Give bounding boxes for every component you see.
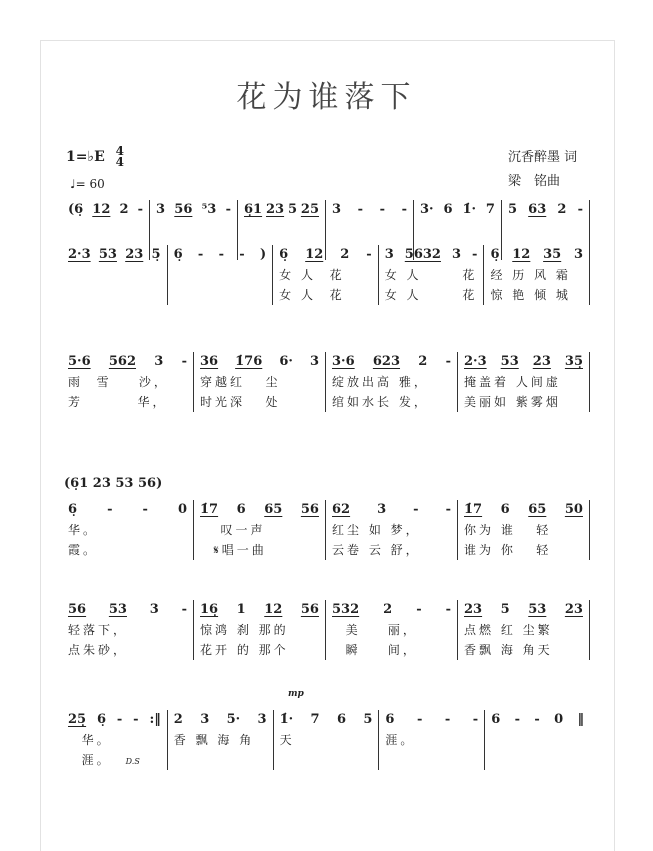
score-system (62, 352, 590, 412)
dynamic-marking: mp (288, 689, 304, 699)
measure-notes (174, 710, 267, 730)
lyric-line-2: 女 人 花 (384, 288, 478, 302)
note: - (239, 247, 245, 262)
credits (508, 146, 577, 194)
note: - (133, 712, 139, 727)
measure-notes (464, 600, 583, 620)
note: 25̣ (68, 712, 87, 727)
note: 6 (500, 502, 510, 517)
note: - (472, 712, 479, 727)
measure (194, 500, 326, 560)
note: 12 (264, 602, 283, 617)
note: 6 (236, 502, 246, 517)
measure-notes (200, 600, 319, 620)
measure-notes (68, 710, 161, 730)
note: 23 (464, 602, 483, 617)
note: 3 (309, 354, 319, 369)
lyric-line-1: 轻落下， (68, 623, 129, 637)
note: 3 (154, 354, 164, 369)
note: 6̣ (96, 712, 107, 727)
measure-notes (174, 245, 267, 265)
note: 6· (279, 354, 293, 369)
measure-notes (244, 200, 319, 220)
measure-notes (332, 200, 407, 220)
note: - (445, 502, 451, 517)
note: ) (259, 247, 267, 262)
note: 6 (491, 712, 501, 727)
measure-notes (280, 710, 373, 730)
interlude-notes: (6̣1 23 53 56) (64, 476, 163, 491)
note: 2 (173, 712, 183, 727)
note: 2 (418, 354, 428, 369)
lyric-line-1: 女 人 花 (384, 268, 478, 282)
measure (485, 710, 590, 770)
note: 35 (543, 247, 562, 262)
key-signature (66, 146, 124, 168)
note: 3 (200, 712, 210, 727)
lyric-line-1: 雨 雪 沙， (68, 375, 169, 389)
note: ⁵3 (201, 202, 217, 217)
measure (194, 600, 326, 660)
note: 1̇7 (200, 502, 219, 517)
measure (458, 352, 590, 412)
lyric-line-2: 谁为 你 轻 (464, 543, 552, 557)
measure (62, 710, 168, 770)
lyric-line-2: 涯。 D.S (68, 753, 140, 767)
note: (6̣ (68, 202, 84, 217)
note: 2·3 (68, 247, 91, 262)
note: 6̣ (68, 502, 78, 517)
note: - (197, 247, 204, 262)
measure-notes (385, 245, 478, 265)
note: 53 (528, 602, 547, 617)
note: 1̇· (279, 712, 294, 727)
note: 5 (508, 202, 518, 217)
note: 1 (236, 602, 246, 617)
measure (326, 500, 458, 560)
note: 3 (573, 247, 584, 262)
note: 23 (265, 202, 285, 217)
measure (379, 710, 485, 770)
note: - (445, 354, 451, 369)
measure-notes (200, 500, 319, 520)
lyric-line-1: 红尘 如 梦， (332, 523, 421, 537)
note: 3 (332, 202, 342, 217)
lyric-line-2: 云卷 云 舒， (332, 543, 421, 557)
lyric-line-2 (280, 750, 373, 770)
measure-notes (420, 200, 495, 220)
note: 6̣ (279, 247, 289, 262)
lyric-line-2: 美丽如 紫雾烟 (464, 395, 561, 409)
note: 0 (554, 712, 564, 727)
lyric-line-1 (244, 220, 319, 240)
lyricist: 沉香醉墨 词 (508, 150, 578, 165)
lyric-line-2: 点朱砂， (68, 643, 129, 657)
lyric-line-2: 芳 华， (68, 395, 168, 409)
note: 56 (174, 202, 193, 217)
note: 16̣ (200, 602, 219, 617)
lyric-line-1: 香 飘 海 角 (173, 733, 255, 747)
measure-notes (200, 352, 319, 372)
score-system (62, 245, 590, 305)
note: 7 (310, 712, 320, 727)
note: 3· (420, 202, 434, 217)
note: 23 (532, 354, 551, 369)
note: 3·6 (332, 354, 355, 369)
note: 3 (377, 502, 387, 517)
note: - (225, 202, 231, 217)
measure-notes (68, 500, 187, 520)
note: 5632 (404, 247, 441, 262)
lyric-line-2 (68, 285, 161, 305)
lyric-line-2 (174, 750, 267, 770)
lyric-line-1: 掩盖着 人间虚 (464, 375, 561, 389)
note: 65 (264, 502, 283, 517)
lyric-line-2 (174, 285, 267, 305)
note: - (534, 712, 540, 727)
note: - (218, 247, 224, 262)
note: 5 (287, 202, 298, 217)
composer: 梁 铭曲 (508, 174, 561, 189)
lyric-line-2: 绾如水长 发， (332, 395, 429, 409)
note: 56 (300, 602, 319, 617)
measure (379, 245, 485, 305)
measure (168, 710, 274, 770)
note: 3 (257, 712, 267, 727)
score-system (62, 600, 590, 660)
note: - (181, 354, 187, 369)
lyric-line-1: 美 丽， (332, 623, 418, 637)
lyric-line-2: 香飘 海 角天 (464, 643, 553, 657)
note: - (577, 202, 583, 217)
note: 63 (528, 202, 547, 217)
note: :‖ (149, 712, 161, 727)
note: 1̇76 (235, 354, 263, 369)
note: - (181, 602, 187, 617)
note: 6̣ (490, 247, 500, 262)
measure-notes (490, 245, 583, 265)
lyric-line-1: 惊鸿 刹 那的 (200, 623, 289, 637)
measure-notes (385, 710, 478, 730)
measure (62, 245, 168, 305)
lyric-line-1 (332, 220, 407, 240)
note: 2 (383, 602, 393, 617)
note: - (514, 712, 520, 727)
note: 65 (528, 502, 547, 517)
measure-notes (491, 710, 584, 730)
lyric-line-1: 绽放出高 雅， (332, 375, 429, 389)
score-system (62, 710, 590, 770)
note: 562 (108, 354, 137, 369)
time-bottom: 4 (115, 155, 124, 169)
lyric-line-2: 霞。 (68, 543, 99, 557)
note: - (379, 202, 386, 217)
lyric-line-2 (385, 750, 478, 770)
note: 6̣1 (244, 202, 263, 217)
note: 0 (177, 502, 187, 517)
key-label: 1=♭E (66, 149, 105, 165)
lyric-line-1 (68, 265, 161, 285)
score-system (62, 500, 590, 560)
note: 50 (564, 502, 583, 517)
lyric-line-1 (420, 220, 495, 240)
lyric-line-1: 经 历 风 霜 (490, 268, 571, 282)
note: - (107, 502, 113, 517)
note: - (401, 202, 407, 217)
measure-notes (332, 600, 451, 620)
note: - (472, 247, 478, 262)
note: 532 (332, 602, 360, 617)
lyric-line-1 (508, 220, 583, 240)
measure (62, 352, 194, 412)
lyric-line-1: 华。 (68, 523, 99, 537)
lyric-line-1: 天 (279, 733, 295, 747)
note: 36 (200, 354, 219, 369)
measure-notes (68, 245, 161, 265)
note: 12 (512, 247, 531, 262)
note: - (137, 202, 143, 217)
note: - (416, 602, 422, 617)
measure (274, 710, 380, 770)
measure (326, 352, 458, 412)
measure-notes (332, 500, 451, 520)
note: - (357, 202, 364, 217)
lyric-line-2: 𝄋唱一曲 (200, 543, 267, 557)
note: - (142, 502, 148, 517)
lyric-line-1 (174, 265, 267, 285)
note: 5· (226, 712, 241, 727)
note: 53 (98, 247, 117, 262)
lyric-line-1: 涯。 (385, 733, 416, 747)
note: 23 (564, 602, 583, 617)
note: 2 (119, 202, 129, 217)
measure (458, 500, 590, 560)
note: 35̣ (564, 354, 583, 369)
note: 3 (149, 602, 159, 617)
note: 12 (92, 202, 111, 217)
measure (273, 245, 379, 305)
lyric-line-2: 时光深 处 (200, 395, 281, 409)
note: 56 (68, 602, 87, 617)
measure (62, 600, 194, 660)
tempo-marking: ♩= 60 (70, 177, 105, 191)
lyric-line-1 (68, 220, 143, 240)
measure-notes (464, 352, 583, 372)
time-top: 4 (115, 144, 124, 158)
note: 6 (385, 712, 395, 727)
note: 3 (451, 247, 462, 262)
lyric-line-1 (156, 220, 231, 240)
note: 23 (125, 247, 144, 262)
note: 2 (557, 202, 567, 217)
note: 6 (443, 202, 453, 217)
lyric-line-2: 瞬 间， (332, 643, 418, 657)
measure (458, 600, 590, 660)
measure (194, 352, 326, 412)
note: - (445, 602, 451, 617)
note: ‖ (577, 712, 584, 727)
lyric-line-2 (491, 750, 584, 770)
note: - (416, 712, 423, 727)
measure-notes (508, 200, 583, 220)
lyric-line-2: 花开 的 那个 (200, 643, 289, 657)
note: 6̣ (173, 247, 183, 262)
measure (62, 500, 194, 560)
note: 5·6 (68, 354, 91, 369)
note: 6 (336, 712, 346, 727)
song-title: 花为谁落下 (236, 80, 417, 115)
note: 3 (384, 247, 394, 262)
lyric-line-2: 惊 艳 倾 城 (490, 288, 571, 302)
note: 1̇· (462, 202, 477, 217)
measure-notes (156, 200, 231, 220)
note: 5 (363, 712, 373, 727)
lyric-line-1: 你为 谁 轻 (464, 523, 552, 537)
note: 7 (485, 202, 495, 217)
note: - (116, 712, 123, 727)
lyric-line-1: 华。 (68, 733, 112, 747)
note: - (413, 502, 419, 517)
note: - (444, 712, 451, 727)
note: 62 (332, 502, 351, 517)
measure (484, 245, 590, 305)
measure-notes (68, 600, 187, 620)
note: - (366, 247, 372, 262)
measure (168, 245, 274, 305)
measure-notes (464, 500, 583, 520)
note: 2·3 (464, 354, 487, 369)
note: 53 (108, 602, 127, 617)
note: 53 (500, 354, 519, 369)
note: 3 (156, 202, 166, 217)
lyric-line-1: 叹一声 (200, 523, 266, 537)
lyric-line-2: 女 人 花 (279, 288, 345, 302)
lyric-line-1: 女 人 花 (279, 268, 345, 282)
note: 5̣ (151, 247, 161, 262)
lyric-line-1: 穿越红 尘 (200, 375, 281, 389)
time-signature (116, 146, 124, 168)
note: 1̇7 (464, 502, 483, 517)
measure-notes (332, 352, 451, 372)
lyric-line-1: 点燃 红 尘繁 (464, 623, 553, 637)
note: 2 (340, 247, 350, 262)
measure-notes (68, 352, 187, 372)
note: 56 (300, 502, 319, 517)
measure-notes (68, 200, 143, 220)
note: 25 (300, 202, 319, 217)
note: 623 (372, 354, 401, 369)
measure-notes (279, 245, 372, 265)
measure (326, 600, 458, 660)
lyric-line-1 (491, 730, 584, 750)
ds-marking: D.S (125, 757, 140, 766)
note: 12 (305, 247, 324, 262)
note: 5 (500, 602, 510, 617)
